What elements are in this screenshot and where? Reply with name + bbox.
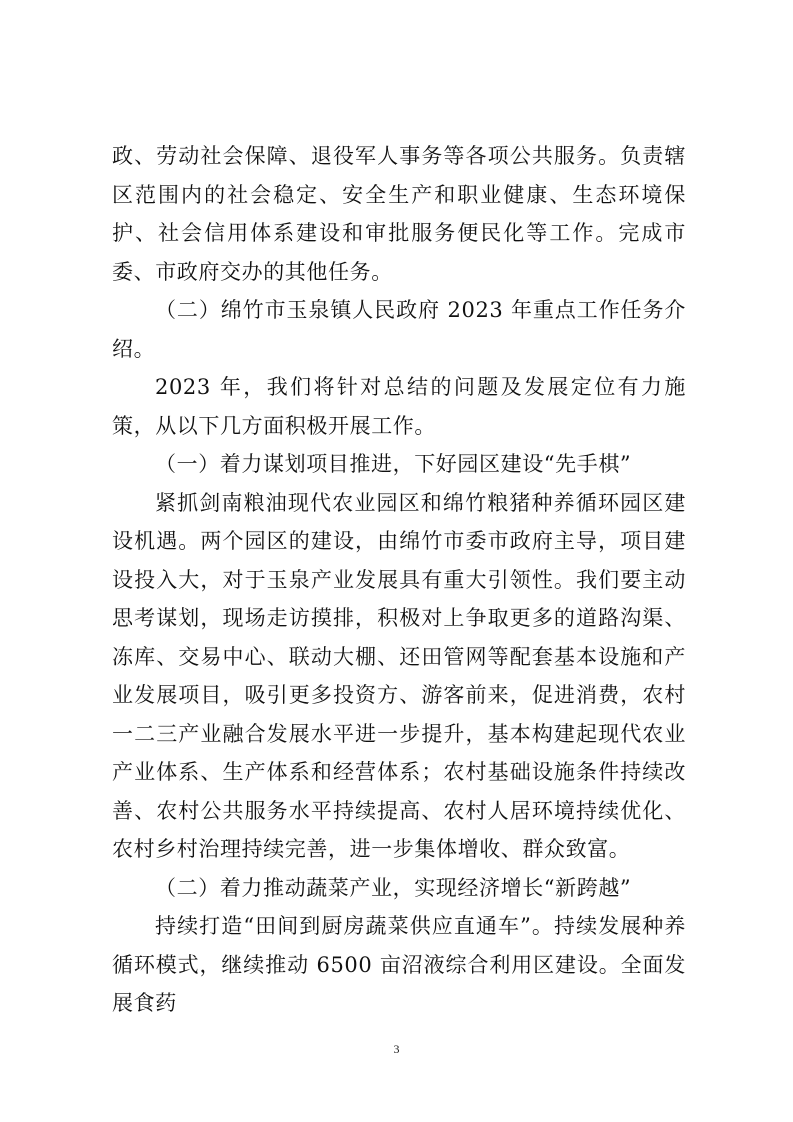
paragraph-park-construction: 紧抓剑南粮油现代农业园区和绵竹粮猪种养循环园区建设机遇。两个园区的建设，由绵竹市委市政府主导，项目建设投入大，对于玉泉产业发展具有重大引领性。我们要主动思考谋划，现场走访摸排，积极对上争取更多的道路沟渠、冻库、交易中心、联动大棚、还田管网等配套基本设施和产业发展项目，吸引更多投资方、游客前来，促进消费，农村一二三产业融合发展水平进一步提升，基本构建起现代农业产业体系、生产体系和经营体系；农村基础设施条件持续改善、农村公共服务水平持续提高、农村人居环境持续优化、农村乡村治理持续完善，进一步集体增收、群众致富。 [112,490,686,861]
paragraph-vegetable-industry: 持续打造“田间到厨房蔬菜供应直通车”。持续发展种养循环模式，继续推动 6500 亩沼液综合利用区建设。全面发展食药 [112,914,686,1015]
paragraph-continuation: 政、劳动社会保障、退役军人事务等各项公共服务。负责辖区范围内的社会稳定、安全生产和职业健康、生态环境保护、社会信用体系建设和审批服务便民化等工作。完成市委、市政府交办的其他任务。 [112,144,686,284]
subheading-vegetable-industry: （二）着力推动蔬菜产业，实现经济增长“新跨越” [155,875,632,900]
subheading-park-construction: （一）着力谋划项目推进，下好园区建设“先手棋” [155,452,632,476]
section-heading-key-tasks: （二）绵竹市玉泉镇人民政府 2023 年重点工作任务介绍。 [112,298,686,361]
paragraph-intro-2023: 2023 年，我们将针对总结的问题及发展定位有力施策，从以下几方面积极开展工作。 [112,375,686,438]
page-body [112,137,686,1023]
page-number: 3 [393,1042,400,1056]
